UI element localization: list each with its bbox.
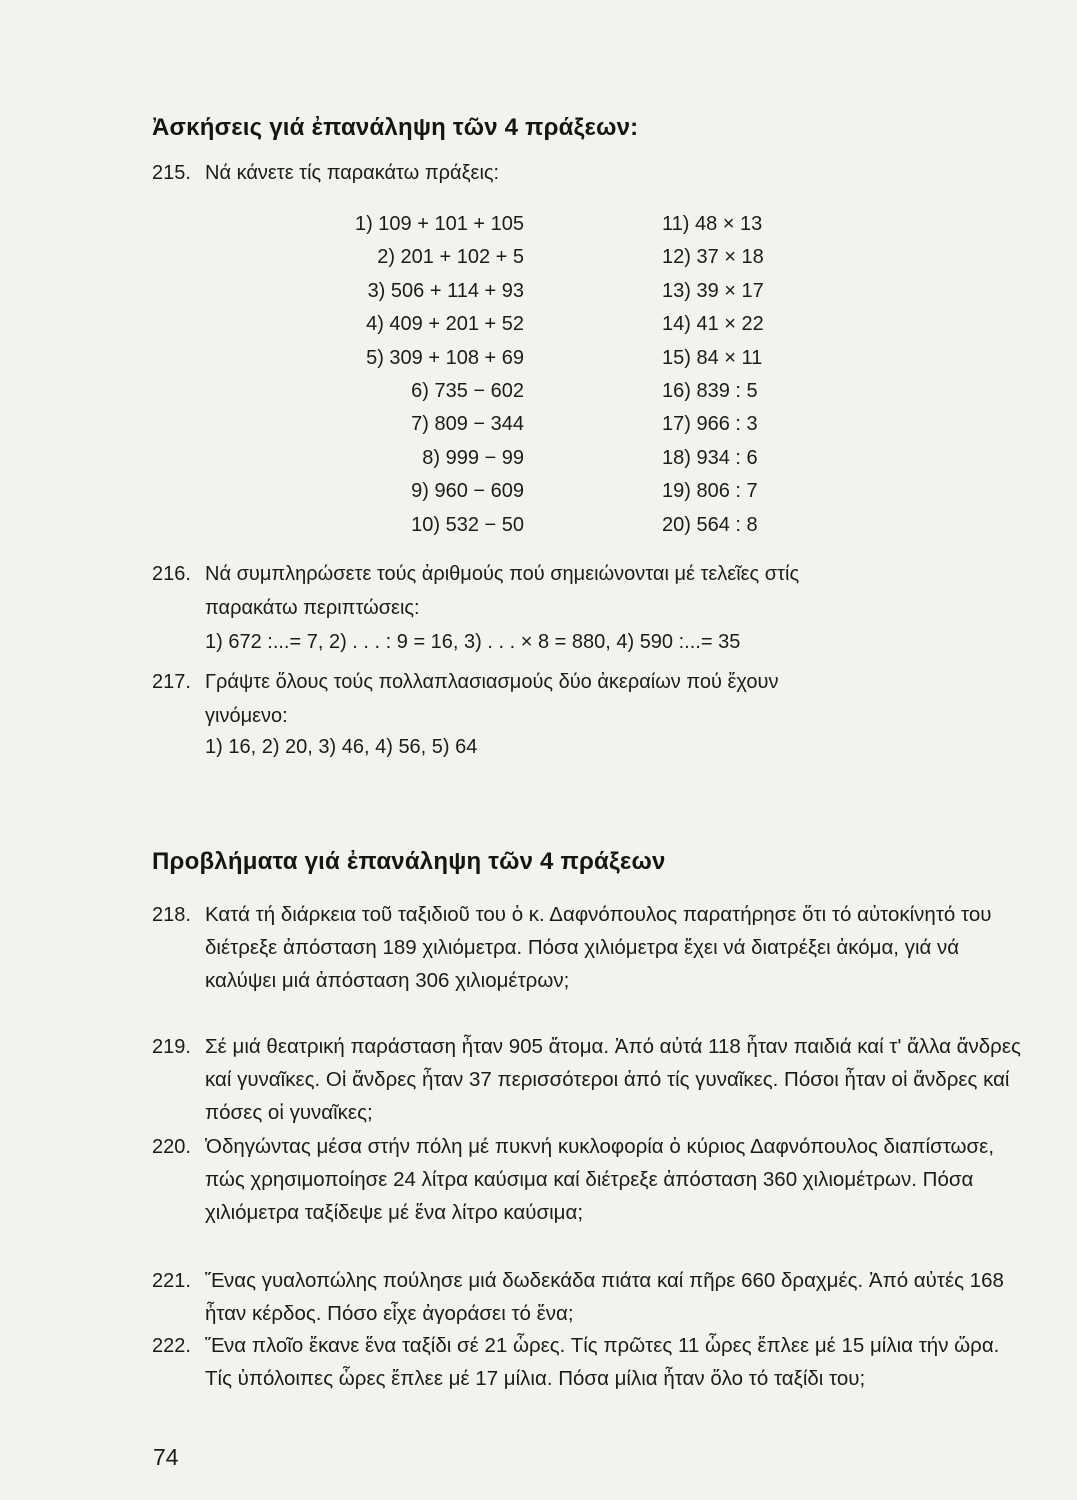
problems-heading: Προβλήματα γιά ἐπανάληψη τῶν 4 πράξεων xyxy=(152,848,666,875)
exercises-heading: Ἀσκήσεις γιά ἐπανάληψη τῶν 4 πράξεων: xyxy=(152,114,639,141)
operation-item: 10) 532 − 50 xyxy=(411,513,524,536)
problem-number-218: 218. xyxy=(152,904,191,926)
operation-item: 19) 806 : 7 xyxy=(662,480,758,503)
operation-item: 16) 839 : 5 xyxy=(662,379,758,402)
exercise-216-line1: Νά συμπληρώσετε τούς ἀριθμούς πού σημειώνονται μέ τελεῖες στίς xyxy=(205,563,800,585)
exercise-number-217: 217. xyxy=(152,671,191,693)
operation-item: 4) 409 + 201 + 52 xyxy=(366,313,524,336)
operation-item: 8) 999 − 99 xyxy=(422,446,524,469)
problem-number-219: 219. xyxy=(152,1036,191,1058)
exercise-number-216: 216. xyxy=(152,563,191,585)
exercise-217-line3: 1) 16, 2) 20, 3) 46, 4) 56, 5) 64 xyxy=(205,736,478,758)
exercise-216-line3: 1) 672 :...= 7, 2) . . . : 9 = 16, 3) . . . × 8 = 880, 4) 590 :...= 35 xyxy=(205,631,741,653)
operation-item: 11) 48 × 13 xyxy=(662,213,763,235)
problem-number-222: 222. xyxy=(152,1335,191,1357)
operation-item: 15) 84 × 11 xyxy=(662,346,763,369)
problem-220-text: Ὁδηγώντας μέσα στήν πόλη μέ πυκνή κυκλοφορία ὁ κύριος Δαφνόπουλος διαπίστωσε, πώς χρησιμοποίησε 24 λίτρα καύσιμα καί διέτρεξε ἀπόσταση 360 χιλιομέτρων. Πόσα χιλιόμετρα ταξίδεψε μέ ἕνα λίτρο καύσιμα; xyxy=(205,1135,995,1224)
operation-item: 13) 39 × 17 xyxy=(662,279,764,302)
problem-number-221: 221. xyxy=(152,1270,191,1292)
operation-item: 2) 201 + 102 + 5 xyxy=(377,246,524,269)
operation-item: 17) 966 : 3 xyxy=(662,413,758,436)
operation-item: 3) 506 + 114 + 93 xyxy=(367,279,524,302)
problem-219-text: Σέ μιά θεατρική παράσταση ἦταν 905 ἄτομα. Ἀπό αὐτά 118 ἦταν παιδιά καί τ' ἄλλα ἄνδρες καί γυναῖκες. Οἱ ἄνδρες ἦταν 37 περισσότεροι ἀπό τίς γυναῖκες. Πόσοι ἦταν οἱ ἄνδρες καί πόσες οἱ γυναῖκες; xyxy=(205,1035,1021,1124)
exercise-217-line2: γινόμενο: xyxy=(205,705,288,727)
page-number: 74 xyxy=(153,1444,179,1470)
exercise-215-prompt: Νά κάνετε τίς παρακάτω πράξεις: xyxy=(205,162,500,184)
problem-222-text: Ἕνα πλοῖο ἔκανε ἕνα ταξίδι σέ 21 ὧρες. Τίς πρῶτες 11 ὧρες ἔπλεε μέ 15 μίλια τήν ὥρα. Τίς ὑπόλοιπες ὧρες ἔπλεε μέ 17 μίλια. Πόσα μίλια ἦταν ὅλο τό ταξίδι του; xyxy=(205,1334,1000,1390)
operation-item: 5) 309 + 108 + 69 xyxy=(366,346,524,369)
operation-item: 14) 41 × 22 xyxy=(662,313,764,336)
operations-left-column xyxy=(312,208,524,542)
operation-item: 7) 809 − 344 xyxy=(411,413,524,436)
problem-218-text: Κατά τή διάρκεια τοῦ ταξιδιοῦ του ὁ κ. Δαφνόπουλος παρατήρησε ὅτι τό αὐτοκίνητό του διέτρεξε ἀπόσταση 189 χιλιόμετρα. Πόσα χιλιόμετρα ἔχει νά διατρέξει ἀκόμα, γιά νά καλύψει μιά ἀπόσταση 306 χιλιομέτρων; xyxy=(205,903,992,992)
operation-item: 20) 564 : 8 xyxy=(662,513,758,536)
exercise-216-line2: παρακάτω περιπτώσεις: xyxy=(205,597,420,619)
operation-item: 9) 960 − 609 xyxy=(411,480,524,503)
operation-item: 18) 934 : 6 xyxy=(662,446,758,469)
operation-item: 6) 735 − 602 xyxy=(411,379,524,402)
exercise-217-line1: Γράψτε ὅλους τούς πολλαπλασιασμούς δύο ἀκεραίων πού ἔχουν xyxy=(205,671,779,693)
operations-right-column xyxy=(662,208,862,542)
problem-221-text: Ἕνας γυαλοπώλης πούλησε μιά δωδεκάδα πιάτα καί πῆρε 660 δραχμές. Ἀπό αὐτές 168 ἦταν κέρδος. Πόσο εἶχε ἀγοράσει τό ἕνα; xyxy=(205,1269,1004,1325)
operation-item: 12) 37 × 18 xyxy=(662,246,764,269)
operation-item: 1) 109 + 101 + 105 xyxy=(354,213,524,235)
problem-number-220: 220. xyxy=(152,1136,191,1158)
exercise-number-215: 215. xyxy=(152,162,191,184)
